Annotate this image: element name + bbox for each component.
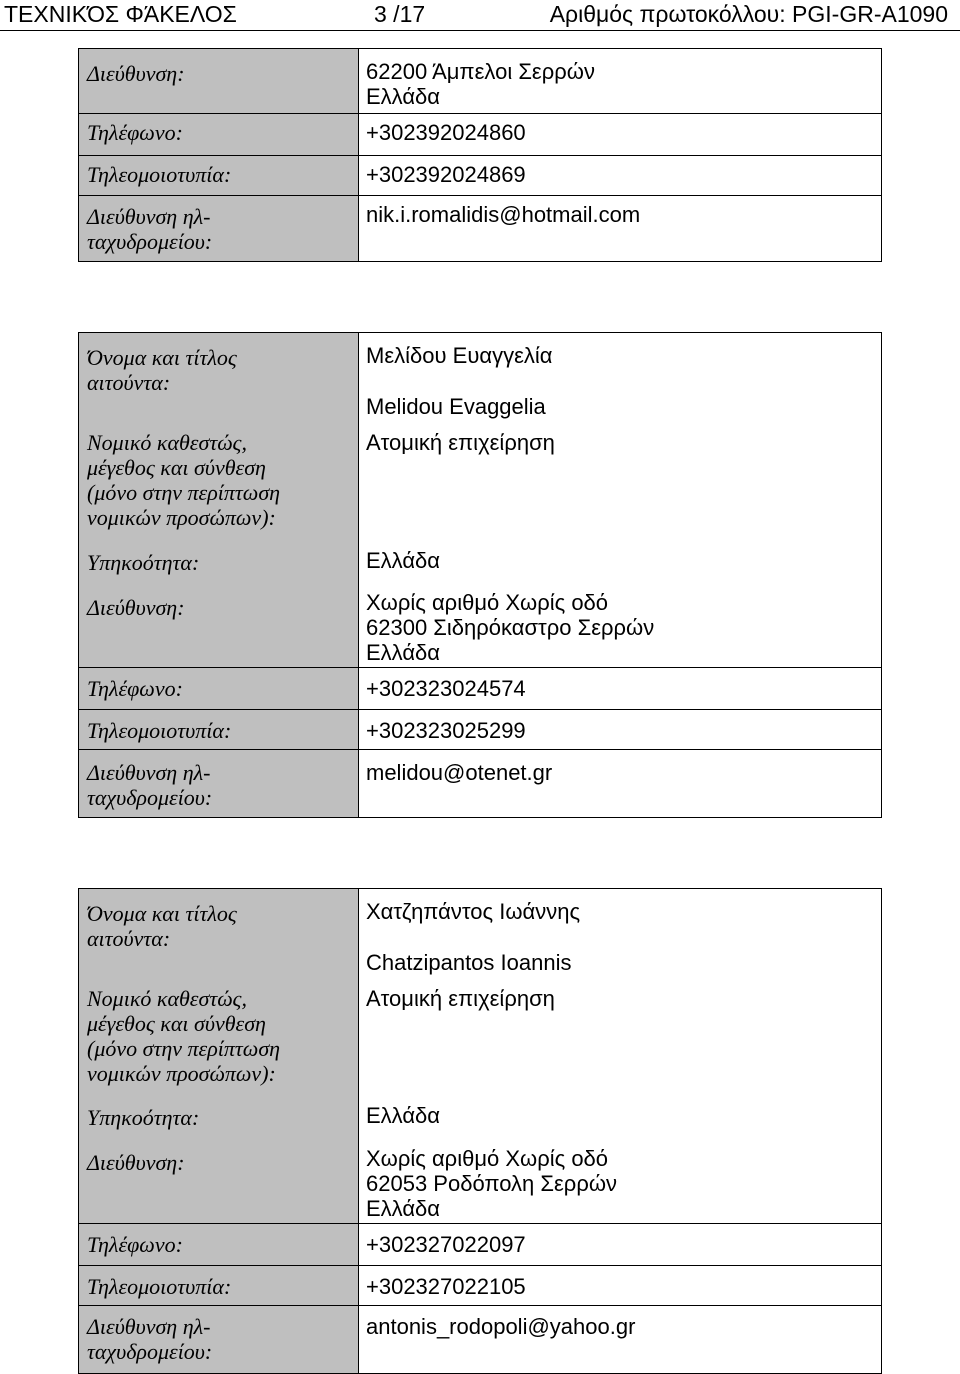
email-value: antonis_rodopoli@yahoo.gr [366, 1314, 636, 1339]
email-row [79, 195, 881, 261]
fax-label: Τηλεομοιοτυπία: [87, 162, 232, 187]
legal-status-label: Νομικό καθεστώς, μέγεθος και σύνθεση (μόνο στην περίπτωση νομικών προσώπων): [87, 986, 281, 1086]
nationality-label: Υπηκοότητα: [87, 1105, 200, 1130]
fax-label: Τηλεομοιοτυπία: [87, 718, 232, 743]
applicant-details-row [79, 333, 881, 667]
address-value: Χωρίς αριθμό Χωρίς οδό 62300 Σιδηρόκαστρο Σερρών Ελλάδα [366, 590, 655, 665]
fax-value: +302327022105 [366, 1274, 526, 1299]
email-label: Διεύθυνση ηλ- ταχυδρομείου: [87, 760, 213, 810]
email-value: melidou@otenet.gr [366, 760, 553, 785]
fax-label: Τηλεομοιοτυπία: [87, 1274, 232, 1299]
phone-value: +302392024860 [366, 120, 526, 145]
fax-row [79, 709, 881, 749]
email-row [79, 1305, 881, 1373]
name-value-latin: Chatzipantos Ioannis [366, 950, 572, 975]
email-value: nik.i.romalidis@hotmail.com [366, 202, 641, 227]
phone-label: Τηλέφωνο: [87, 120, 183, 145]
page-number: 3 /17 [374, 1, 426, 27]
phone-value: +302327022097 [366, 1232, 526, 1257]
legal-status-label: Νομικό καθεστώς, μέγεθος και σύνθεση (μόνο στην περίπτωση νομικών προσώπων): [87, 430, 281, 530]
address-value: Χωρίς αριθμό Χωρίς οδό 62053 Ροδόπολη Σερρών Ελλάδα [366, 1146, 618, 1221]
address-row [79, 49, 881, 113]
address-label: Διεύθυνση: [87, 61, 185, 86]
fax-value: +302392024869 [366, 162, 526, 187]
fax-row [79, 155, 881, 195]
name-label: Όνομα και τίτλος αιτούντα: [87, 345, 237, 395]
nationality-label: Υπηκοότητα: [87, 550, 200, 575]
nationality-value: Ελλάδα [366, 1103, 441, 1128]
fax-value: +302323025299 [366, 718, 526, 743]
legal-status-value: Ατομική επιχείρηση [366, 430, 555, 455]
phone-row [79, 113, 881, 155]
phone-label: Τηλέφωνο: [87, 676, 183, 701]
page-header [0, 0, 960, 31]
name-label: Όνομα και τίτλος αιτούντα: [87, 901, 237, 951]
applicant-table-3 [78, 888, 882, 1374]
address-label: Διεύθυνση: [87, 595, 185, 620]
address-value: 62200 Άμπελοι Σερρών Ελλάδα [366, 59, 595, 109]
name-value-latin: Melidou Evaggelia [366, 394, 546, 419]
document-title: ΤΕΧΝΙΚΌΣ ΦΆΚΕΛΟΣ [4, 1, 237, 27]
email-label: Διεύθυνση ηλ- ταχυδρομείου: [87, 204, 213, 254]
phone-label: Τηλέφωνο: [87, 1232, 183, 1257]
phone-row [79, 1223, 881, 1265]
nationality-value: Ελλάδα [366, 548, 441, 573]
name-value-greek: Μελίδου Ευαγγελία [366, 343, 553, 368]
name-value-greek: Χατζηπάντος Ιωάννης [366, 899, 581, 924]
applicant-table-2 [78, 332, 882, 818]
applicant-table-1 [78, 48, 882, 262]
phone-value: +302323024574 [366, 676, 526, 701]
legal-status-value: Ατομική επιχείρηση [366, 986, 555, 1011]
email-label: Διεύθυνση ηλ- ταχυδρομείου: [87, 1314, 213, 1364]
email-row [79, 749, 881, 817]
address-label: Διεύθυνση: [87, 1150, 185, 1175]
protocol-number: Αριθμός πρωτοκόλλου: PGI-GR-A1090 [549, 1, 948, 27]
phone-row [79, 667, 881, 709]
fax-row [79, 1265, 881, 1305]
applicant-details-row [79, 889, 881, 1223]
